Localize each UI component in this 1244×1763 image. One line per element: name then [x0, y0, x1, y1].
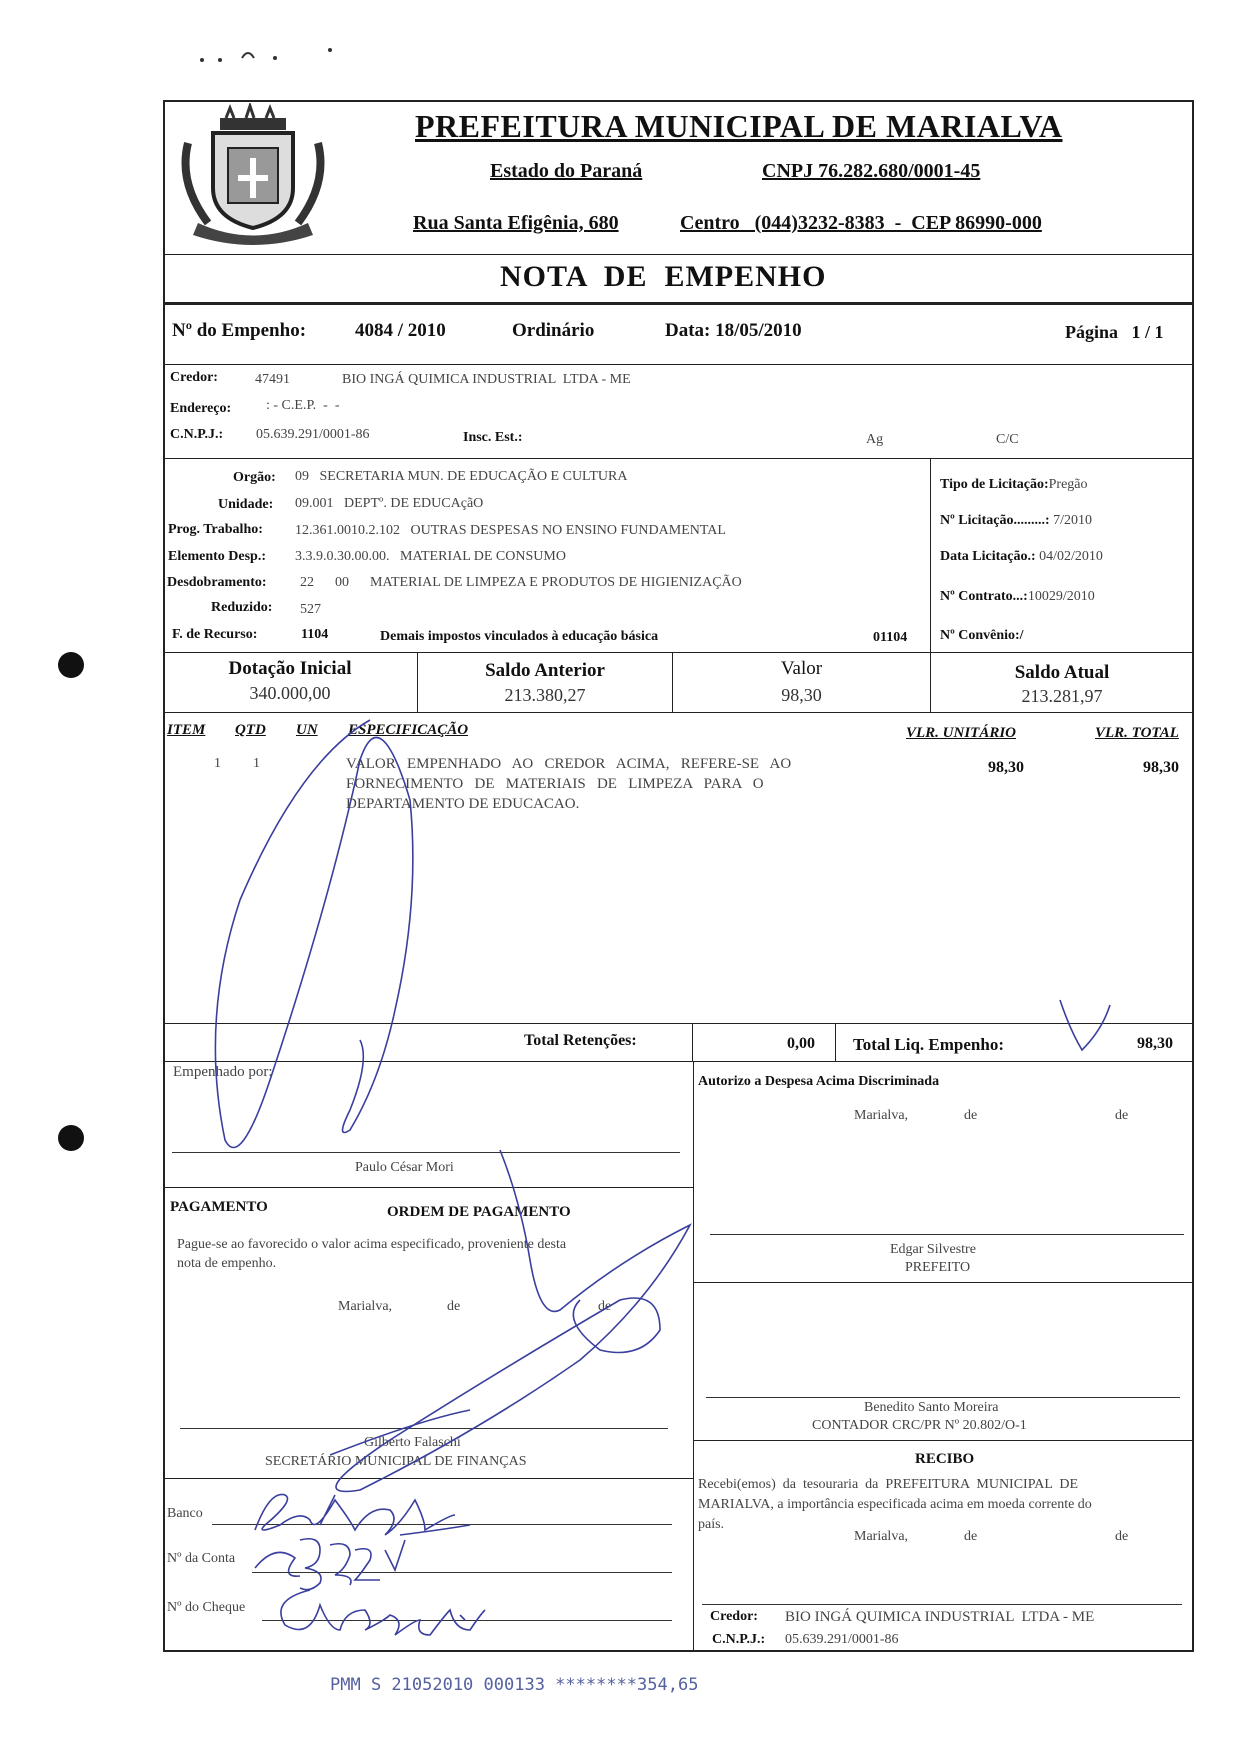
- col-unit: VLR. UNITÁRIO: [906, 725, 1017, 741]
- endereco-value: : - C.E.P. - -: [266, 398, 340, 413]
- row-unit: 98,30: [988, 759, 1024, 776]
- tipo-licitacao-label: Tipo de Licitação:Pregão: [940, 477, 1088, 492]
- header-cnpj: CNPJ 76.282.680/0001-45: [762, 160, 981, 182]
- recibo-cnpj-label: C.N.P.J.:: [712, 1632, 766, 1647]
- ordem-pagamento-label: ORDEM DE PAGAMENTO: [387, 1204, 571, 1220]
- state-label: Estado do Paraná: [490, 160, 643, 182]
- recibo-de-1: de: [964, 1529, 978, 1544]
- unidade-label: Unidade:: [218, 497, 274, 512]
- data-licitacao: Data Licitação.: 04/02/2010: [940, 549, 1103, 564]
- valor-label: Valor: [780, 658, 823, 679]
- empenho-date: Data: 18/05/2010: [665, 320, 802, 341]
- credor-cnpj: 05.639.291/0001-86: [256, 427, 370, 442]
- ag-label: Ag: [866, 432, 884, 447]
- row-desc-2: FORNECIMENTO DE MATERIAIS DE LIMPEZA PARA O: [346, 776, 764, 792]
- banco-label: Banco: [167, 1506, 203, 1521]
- pagamento-label: PAGAMENTO: [170, 1199, 268, 1215]
- row-qtd: 1: [253, 756, 260, 771]
- saldo-atual-value: 213.281,97: [1021, 686, 1103, 706]
- recurso-desc: Demais impostos vinculados à educação básica: [380, 629, 659, 644]
- prog-label: Prog. Trabalho:: [168, 522, 263, 537]
- orgao-label: Orgão:: [233, 470, 276, 485]
- cheque-label: Nº do Cheque: [167, 1600, 246, 1615]
- recibo-credor-name: BIO INGÁ QUIMICA INDUSTRIAL LTDA - ME: [785, 1609, 1095, 1625]
- col-item: ITEM: [167, 722, 206, 738]
- credor-label: Credor:: [170, 370, 218, 385]
- num-contrato: Nº Contrato...:10029/2010: [940, 589, 1095, 604]
- cnpj-label: C.N.P.J.:: [170, 427, 224, 442]
- pague-text-1: Pague-se ao favorecido o valor acima especificado, proveniente desta: [177, 1237, 567, 1252]
- total-liq-label: Total Liq. Empenho:: [853, 1035, 1004, 1054]
- empenho-number: 4084 / 2010: [355, 320, 446, 341]
- dotacao-inicial-value: 340.000,00: [249, 683, 331, 703]
- saldo-atual-label: Saldo Atual: [1014, 662, 1110, 683]
- cc-label: C/C: [996, 432, 1019, 447]
- elemento-value: 3.3.9.0.30.00.00. MATERIAL DE CONSUMO: [295, 549, 566, 564]
- row-desc-1: VALOR EMPENHADO AO CREDOR ACIMA, REFERE-SE AO: [346, 756, 792, 772]
- empenho-label: Nº do Empenho:: [172, 320, 307, 341]
- empenhado-label: Empenhado por:: [173, 1064, 273, 1080]
- recibo-text-1: Recebi(emos) da tesouraria da PREFEITURA MUNICIPAL DE: [698, 1477, 1079, 1492]
- recibo-credor-label: Credor:: [710, 1609, 758, 1624]
- row-desc-3: DEPARTAMENTO DE EDUCACAO.: [346, 796, 580, 812]
- empenho-type: Ordinário: [512, 320, 595, 341]
- credor-code: 47491: [255, 372, 290, 387]
- recibo-de-2: de: [1115, 1529, 1129, 1544]
- reduzido-value: 527: [300, 602, 321, 617]
- page-title: PREFEITURA MUNICIPAL DE MARIALVA: [415, 108, 1063, 144]
- credor-name: BIO INGÁ QUIMICA INDUSTRIAL LTDA - ME: [342, 372, 631, 387]
- saldo-anterior-value: 213.380,27: [504, 685, 586, 705]
- dotacao-inicial-label: Dotação Inicial: [228, 658, 352, 679]
- autorizo-de-2: de: [1115, 1108, 1129, 1123]
- col-un: UN: [296, 722, 318, 738]
- num-convenio: Nº Convênio:/: [940, 628, 1024, 643]
- autorizo-label: Autorizo a Despesa Acima Discriminada: [698, 1074, 940, 1089]
- valor-value: 98,30: [781, 685, 822, 705]
- footer-stamp: PMM S 21052010 000133 ********354,65: [330, 1675, 699, 1695]
- recibo-label: RECIBO: [915, 1451, 975, 1467]
- col-total: VLR. TOTAL: [1095, 725, 1179, 741]
- prefeito-name: Edgar Silvestre: [890, 1242, 976, 1257]
- empenhado-name: Paulo César Mori: [355, 1160, 454, 1175]
- num-licitacao: Nº Licitação.........: 7/2010: [940, 513, 1092, 528]
- prefeito-title: PREFEITO: [905, 1260, 971, 1275]
- orgao-value: 09 SECRETARIA MUN. DE EDUCAÇÃO E CULTURA: [295, 469, 628, 484]
- col-qtd: QTD: [235, 722, 266, 738]
- conta-label: Nº da Conta: [167, 1551, 236, 1566]
- secretario-title: SECRETÁRIO MUNICIPAL DE FINANÇAS: [265, 1454, 527, 1469]
- row-total: 98,30: [1143, 759, 1179, 776]
- endereco-label: Endereço:: [170, 401, 232, 416]
- total-retencoes-label: Total Retenções:: [524, 1032, 637, 1049]
- autorizo-place: Marialva,: [854, 1108, 909, 1123]
- document-title: NOTA DE EMPENHO: [500, 260, 827, 293]
- page-number: Página 1 / 1: [1065, 322, 1164, 342]
- recurso-code: 1104: [301, 627, 329, 642]
- pague-de-1: de: [447, 1299, 461, 1314]
- contador-name: Benedito Santo Moreira: [864, 1400, 999, 1415]
- insc-label: Insc. Est.:: [463, 430, 523, 445]
- recibo-text-3: país.: [698, 1517, 725, 1532]
- secretario-name: Gilberto Falaschi: [364, 1435, 461, 1450]
- elemento-label: Elemento Desp.:: [168, 549, 266, 564]
- desdobramento-label: Desdobramento:: [167, 575, 267, 590]
- unidade-value: 09.001 DEPTº. DE EDUCAçãO: [295, 496, 484, 511]
- row-item: 1: [214, 756, 221, 771]
- pague-text-2: nota de empenho.: [177, 1256, 277, 1271]
- contador-title: CONTADOR CRC/PR Nº 20.802/O-1: [812, 1418, 1027, 1433]
- header-address: Centro (044)3232-8383 - CEP 86990-000: [680, 212, 1042, 234]
- recibo-text-2: MARIALVA, a importância especificada acima em moeda corrente do: [698, 1497, 1092, 1512]
- recurso-label: F. de Recurso:: [172, 627, 258, 642]
- reduzido-label: Reduzido:: [211, 600, 273, 615]
- col-espec: ESPECIFICAÇÃO: [348, 722, 469, 738]
- header-street: Rua Santa Efigênia, 680: [413, 212, 619, 234]
- prog-value: 12.361.0010.2.102 OUTRAS DESPESAS NO ENSINO FUNDAMENTAL: [295, 523, 726, 538]
- saldo-anterior-label: Saldo Anterior: [485, 660, 605, 681]
- recibo-place: Marialva,: [854, 1529, 909, 1544]
- recibo-cnpj: 05.639.291/0001-86: [785, 1632, 899, 1647]
- autorizo-de-1: de: [964, 1108, 978, 1123]
- total-liq-value: 98,30: [1137, 1035, 1173, 1052]
- recurso-code2: 01104: [873, 630, 908, 645]
- desdobramento-value: 22 00 MATERIAL DE LIMPEZA E PRODUTOS DE HIGIENIZAÇÃO: [300, 575, 742, 590]
- total-retencoes-value: 0,00: [787, 1035, 815, 1052]
- pague-place: Marialva,: [338, 1299, 393, 1314]
- pague-de-2: de: [598, 1299, 612, 1314]
